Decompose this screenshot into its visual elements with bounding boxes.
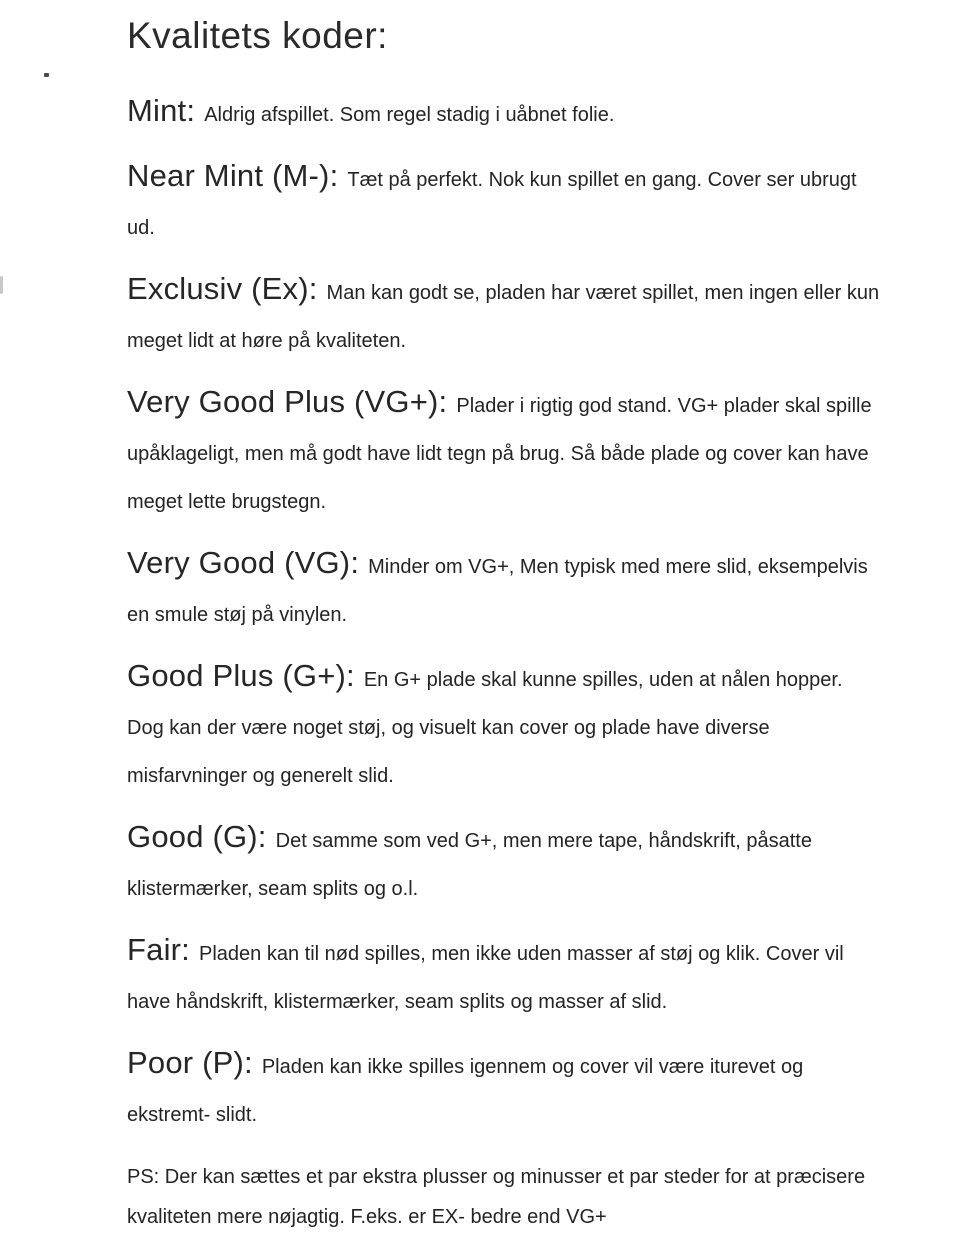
quality-description: Aldrig afspillet. Som regel stadig i uåbnet folie. <box>204 104 615 127</box>
quality-term: Very Good (VG): <box>127 545 360 581</box>
quality-term: Good (G): <box>127 819 267 855</box>
ps-note: PS: Der kan sættes et par ekstra plusser og minusser et par steder for at præcisere kvaliteten mere nøjagtig. F.eks. er EX- bedre end VG+ <box>127 1166 866 1229</box>
quality-entry-poor <box>127 1044 882 1140</box>
quality-entry-mint <box>127 92 882 140</box>
scan-smudge <box>0 276 3 294</box>
quality-entry-very-good-plus <box>127 383 882 527</box>
quality-description: Pladen kan til nød spilles, men ikke uden masser af støj og klik. Cover vil have håndskrift, klistermærker, seam splits og masser af slid. <box>127 943 844 1014</box>
quality-description: Plader i rigtig god stand. VG+ plader skal spille upåklageligt, men må godt have lidt tegn på brug. Så både plade og cover kan have meget lette brugstegn. <box>127 395 872 514</box>
quality-term: Poor (P): <box>127 1045 253 1081</box>
quality-term: Good Plus (G+): <box>127 658 355 694</box>
scan-speck <box>44 73 49 77</box>
quality-term: Mint: <box>127 93 196 129</box>
page-title: Kvalitets koder: <box>127 15 388 56</box>
quality-description: Tæt på perfekt. Nok kun spillet en gang. Cover ser ubrugt ud. <box>127 169 857 240</box>
quality-term: Exclusiv (Ex): <box>127 271 318 307</box>
quality-term: Near Mint (M-): <box>127 158 339 194</box>
quality-list <box>127 92 882 1140</box>
quality-description: Pladen kan ikke spilles igennem og cover vil være iturevet og ekstremt- slidt. <box>127 1056 804 1127</box>
quality-entry-exclusiv <box>127 270 882 366</box>
quality-entry-very-good <box>127 544 882 640</box>
quality-term: Very Good Plus (VG+): <box>127 384 448 420</box>
quality-description: En G+ plade skal kunne spilles, uden at nålen hopper. Dog kan der være noget støj, og visuelt kan cover og plade have diverse misfarvninger og generelt slid. <box>127 669 843 788</box>
quality-description: Minder om VG+, Men typisk med mere slid, eksempelvis en smule støj på vinylen. <box>127 556 868 627</box>
quality-entry-fair <box>127 931 882 1027</box>
quality-entry-good-plus <box>127 657 882 801</box>
quality-term: Fair: <box>127 932 190 968</box>
quality-description: Man kan godt se, pladen har været spillet, men ingen eller kun meget lidt at høre på kvaliteten. <box>127 282 880 353</box>
quality-entry-near-mint <box>127 157 882 253</box>
quality-entry-good <box>127 818 882 914</box>
quality-description: Det samme som ved G+, men mere tape, håndskrift, påsatte klistermærker, seam splits og o.l. <box>127 830 812 901</box>
